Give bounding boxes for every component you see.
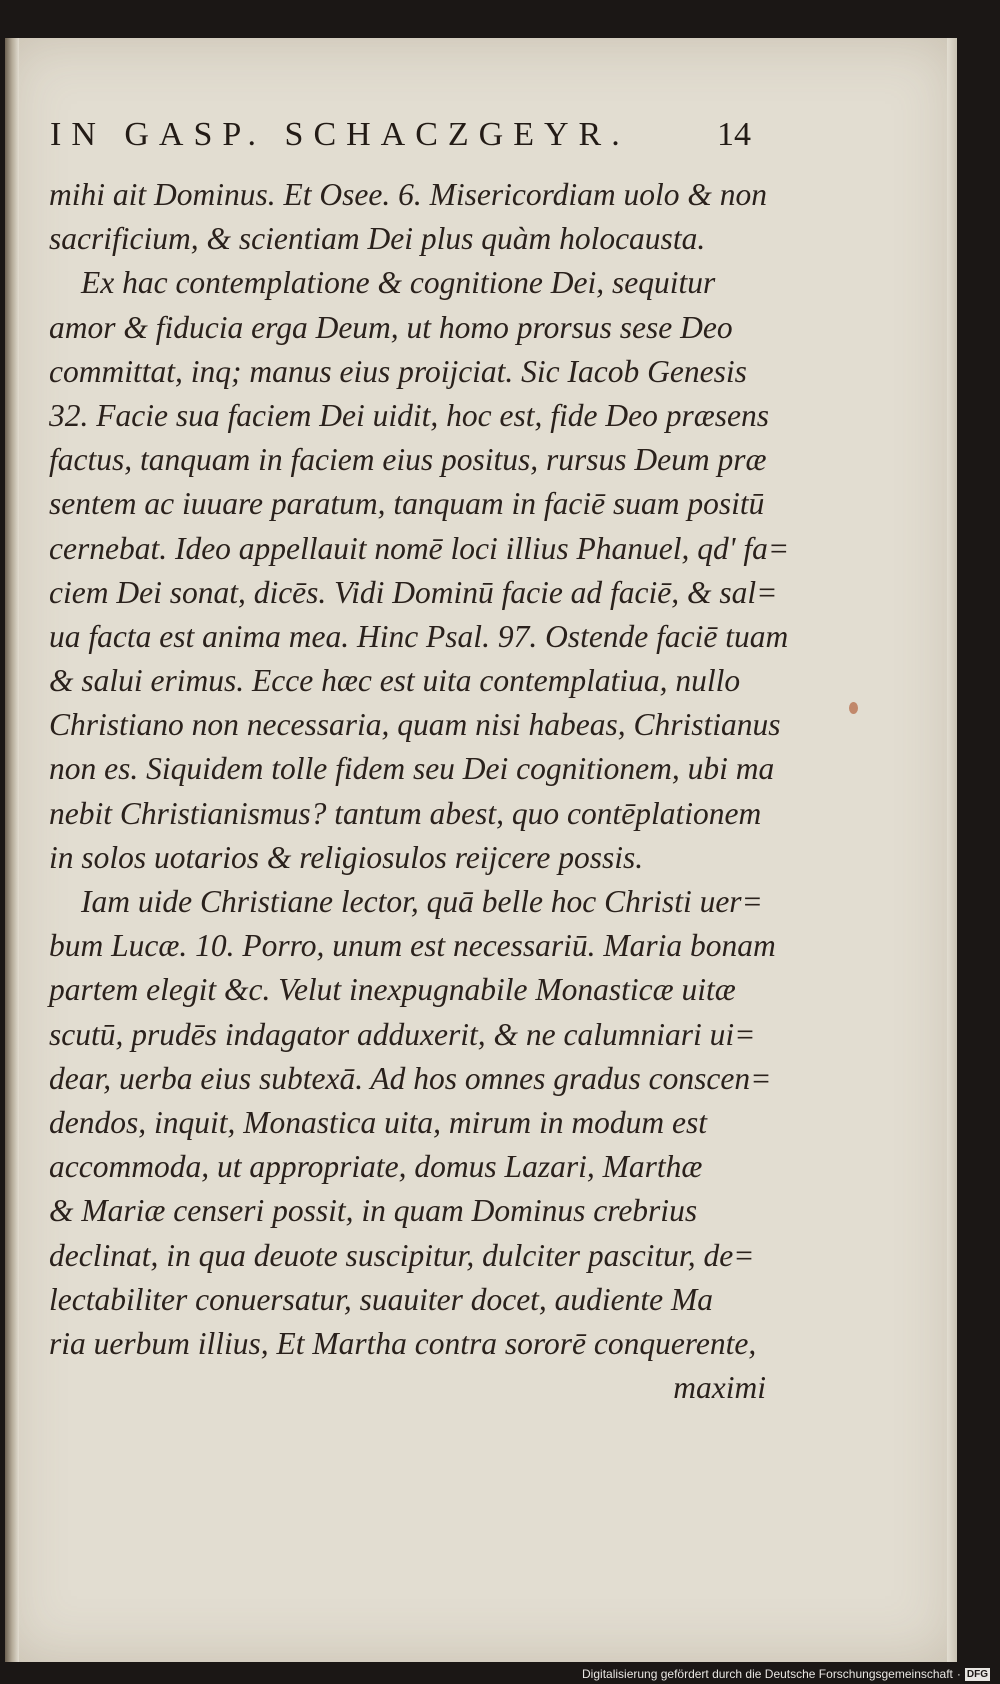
text-line: ciem Dei sonat, dicēs. Vidi Dominū facie ad faciē, & sal= — [49, 574, 778, 610]
text-line: lectabiliter conuersatur, suauiter docet, audiente Ma — [49, 1281, 714, 1317]
running-head: IN GASP. SCHACZGEYR. — [50, 116, 630, 153]
paragraph-start-line: Ex hac contemplatione & cognitione Dei, sequitur — [81, 265, 716, 301]
text-line: in solos uotarios & religiosulos reijcere possis. — [49, 839, 644, 875]
page-number: 14 — [717, 116, 751, 153]
text-line: & salui erimus. Ecce hæc est uita contemplatiua, nullo — [49, 663, 741, 699]
text-line: sentem ac iuuare paratum, tanquam in faciē suam positū — [49, 486, 765, 522]
credit-separator: · — [956, 1667, 961, 1681]
text-line: non es. Siquidem tolle fidem seu Dei cognitionem, ubi ma — [49, 751, 775, 787]
text-line: factus, tanquam in faciem eius positus, rursus Deum præ — [49, 442, 767, 478]
text-line: ua facta est anima mea. Hinc Psal. 97. Ostende faciē tuam — [49, 618, 789, 654]
page-edge — [947, 38, 957, 1662]
text-line: dear, uerba eius subtexā. Ad hos omnes gradus conscen= — [49, 1060, 772, 1096]
text-line: dendos, inquit, Monastica uita, mirum in modum est — [49, 1104, 707, 1140]
text-line: cernebat. Ideo appellauit nomē loci illius Phanuel, qd' fa= — [49, 530, 790, 566]
funding-credit: Digitalisierung gefördert durch die Deutsche Forschungsgemeinschaft — [582, 1667, 953, 1681]
text-line: declinat, in qua deuote suscipitur, dulciter pascitur, de= — [49, 1237, 755, 1273]
text-line: committat, inq; manus eius proijciat. Sic Iacob Genesis — [49, 353, 747, 389]
text-line: & Mariæ censeri possit, in quam Dominus crebrius — [49, 1193, 698, 1229]
text-line: sacrificium, & scientiam Dei plus quàm holocausta. — [49, 221, 706, 257]
text-line: amor & fiducia erga Deum, ut homo prorsus sese Deo — [49, 309, 733, 345]
text-line: 32. Facie sua faciem Dei uidit, hoc est, fide Deo præsens — [49, 397, 769, 433]
book-spine — [5, 38, 19, 1662]
text-line: accommoda, ut appropriate, domus Lazari, Marthæ — [49, 1149, 703, 1185]
ink-stain — [849, 702, 858, 714]
dfg-logo-icon: DFG — [966, 1668, 988, 1680]
text-line: partem elegit &c. Velut inexpugnabile Monasticæ uitæ — [49, 972, 736, 1008]
text-line: mihi ait Dominus. Et Osee. 6. Misericordiam uolo & non — [49, 177, 768, 212]
text-line: Christiano non necessaria, quam nisi habeas, Christianus — [49, 707, 781, 743]
paragraph-start-line: Iam uide Christiane lector, quā belle hoc Christi uer= — [81, 884, 763, 919]
text-line: nebit Christianismus? tantum abest, quo contēplationem — [49, 795, 762, 831]
body-text — [49, 173, 790, 1410]
text-line: scutū, prudēs indagator adduxerit, & ne calumniari ui= — [49, 1016, 756, 1052]
text-line: ria uerbum illius, Et Martha contra sororē conquerente, — [49, 1325, 757, 1361]
book-page — [5, 38, 957, 1662]
text-line: bum Lucæ. 10. Porro, unum est necessariū. Maria bonam — [49, 928, 776, 964]
catchword: maximi — [673, 1370, 766, 1406]
footer — [582, 1665, 990, 1683]
